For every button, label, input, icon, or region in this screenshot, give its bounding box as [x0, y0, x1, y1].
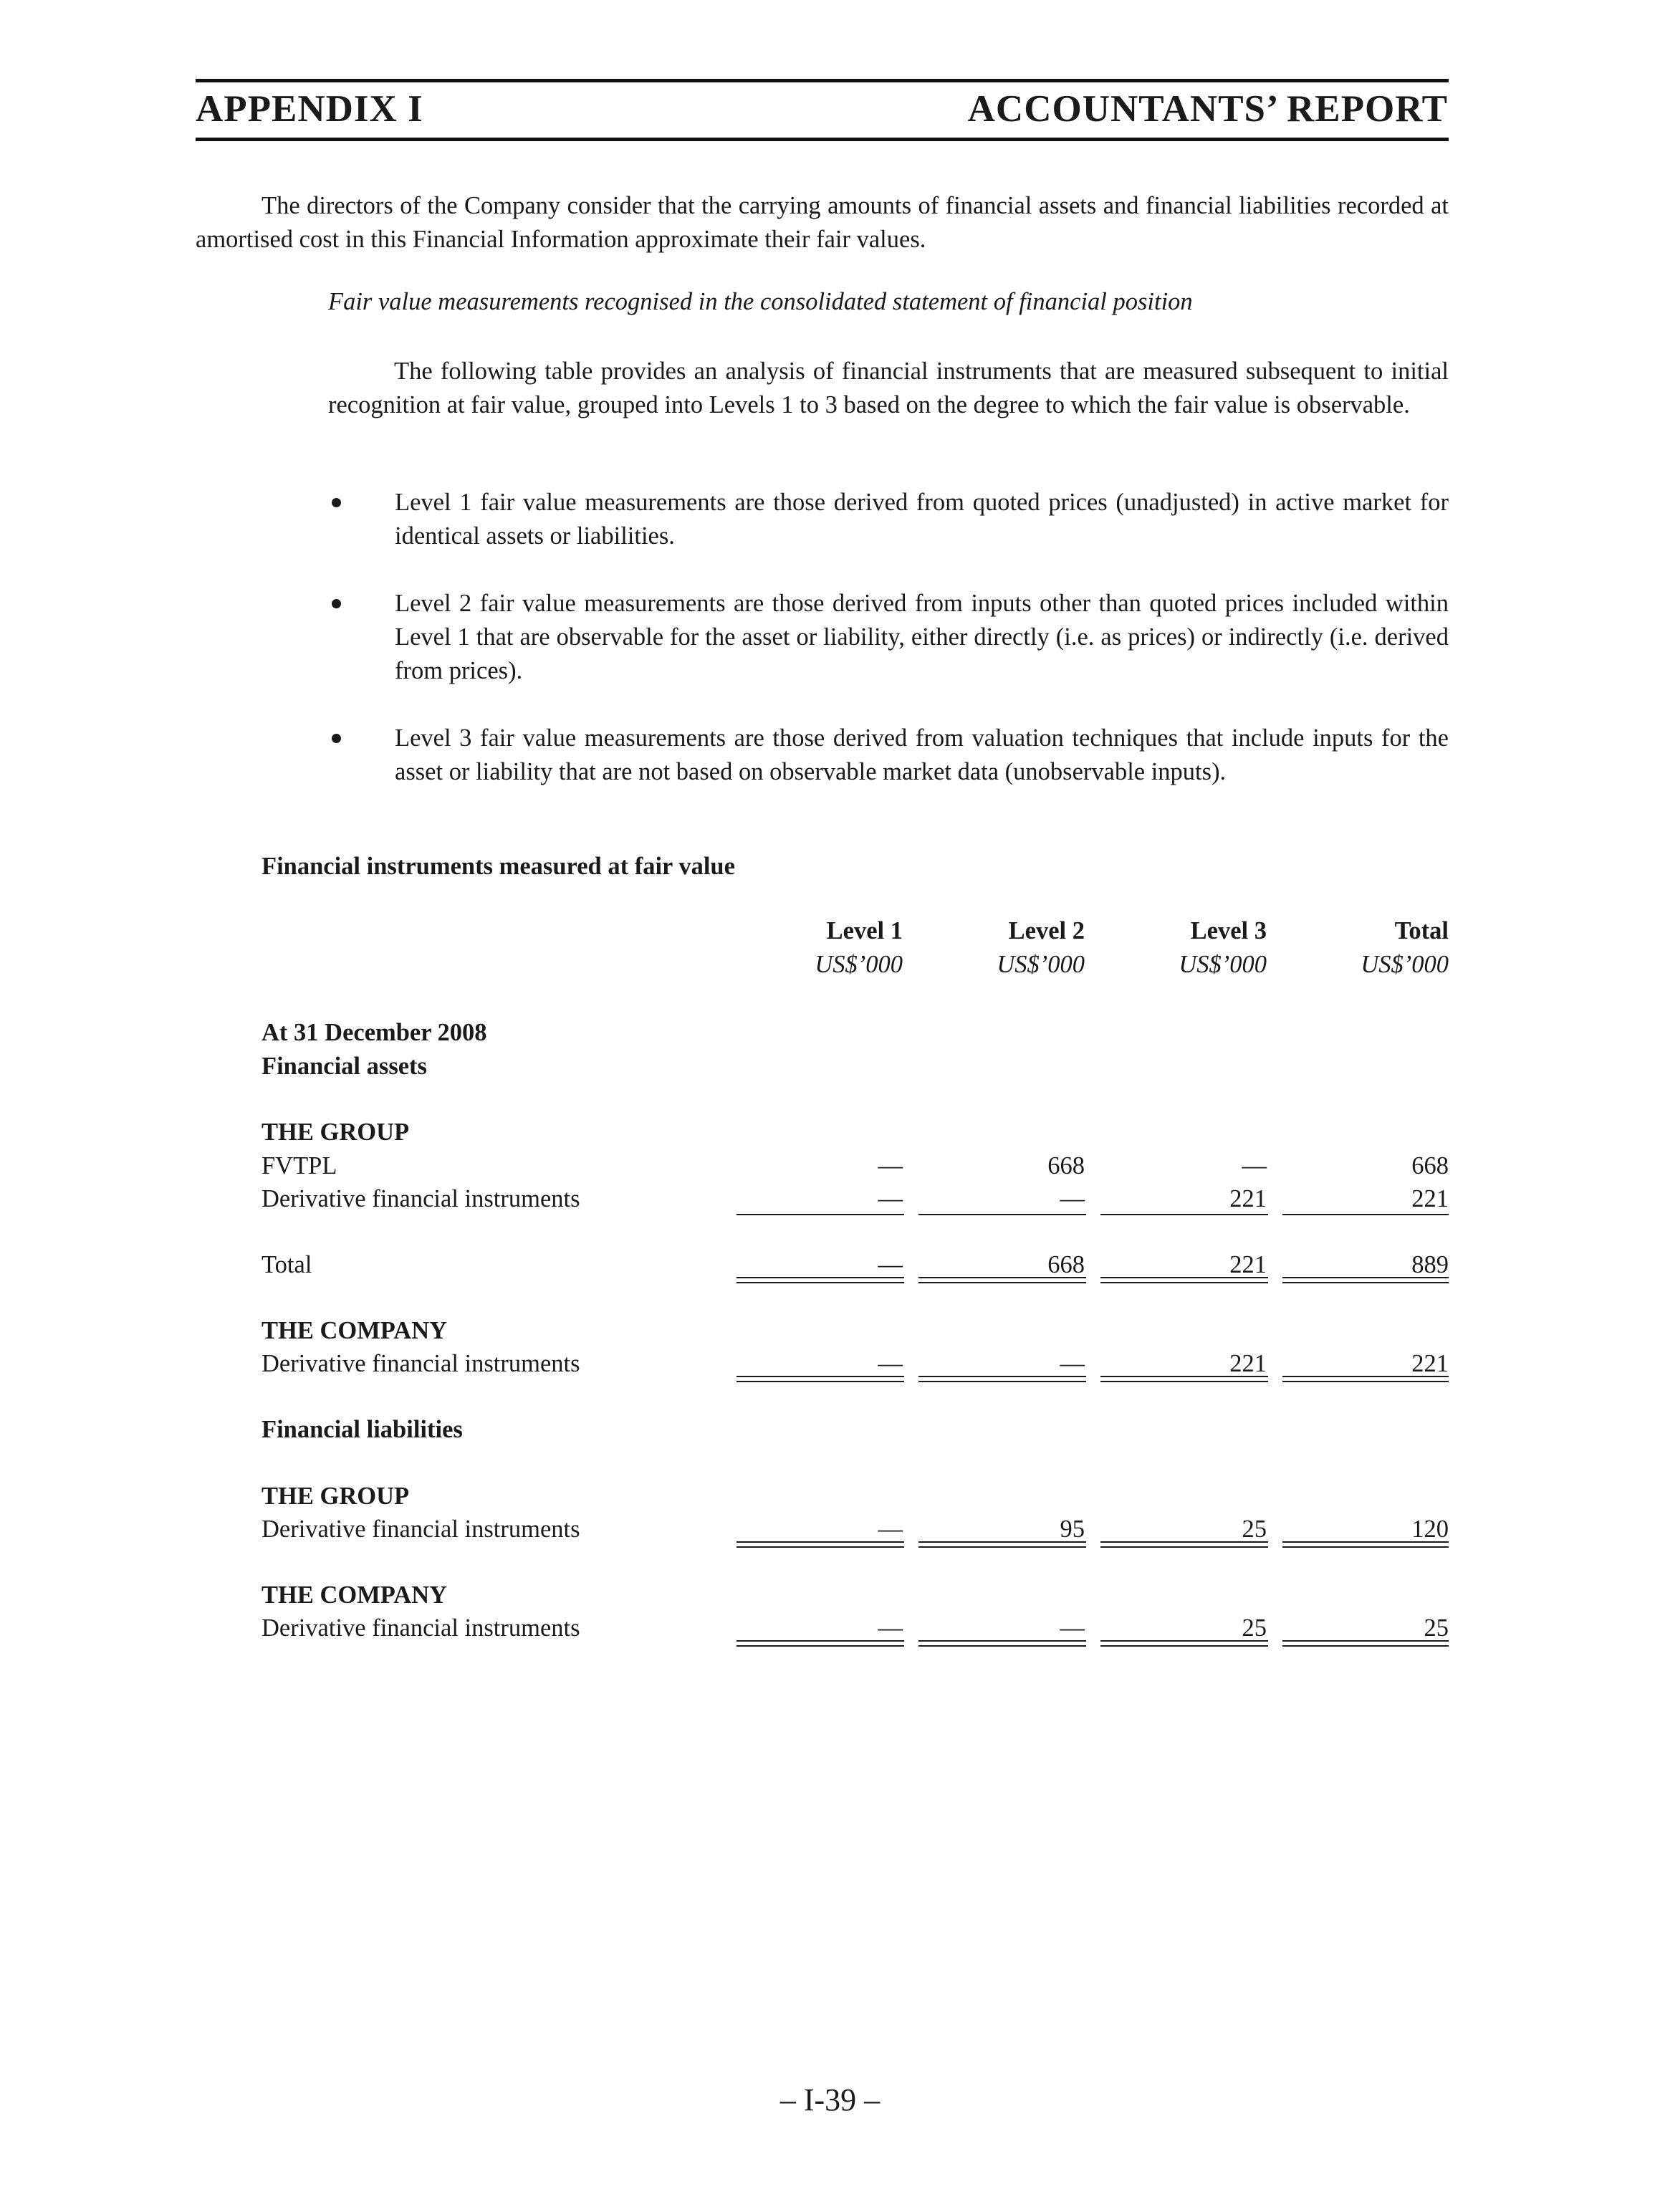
column-header-level-1 — [731, 914, 903, 982]
column-header-level-2 — [913, 914, 1085, 982]
cell-level-2: — — [1060, 1614, 1085, 1642]
page-number: – I-39 – — [779, 2082, 881, 2117]
list-item-text: Level 2 fair value measurements are those derived from inputs other than quoted prices included within Level 1 that are observable for the asset or liability, either directly (i.e. as prices) or indirectly (i.e. derived from prices). — [395, 590, 1449, 684]
cell-level-2: — — [1060, 1350, 1085, 1377]
company-heading: THE COMPANY — [262, 1581, 448, 1609]
total-double-underline — [737, 1376, 904, 1382]
bullet-icon — [332, 599, 341, 608]
financial-liabilities-heading: Financial liabilities — [262, 1416, 463, 1443]
cell-level-1: — — [878, 1251, 903, 1278]
list-item-text: Level 3 fair value measurements are those derived from valuation techniques that include inputs for the asset or liability that are not based on observable market data (unobservable inputs). — [395, 724, 1449, 785]
cell-level-2: 668 — [1047, 1251, 1085, 1278]
total-double-underline — [918, 1277, 1086, 1283]
level-definitions-list — [328, 486, 1449, 823]
total-double-underline — [1100, 1376, 1268, 1382]
column-header-level-3 — [1095, 914, 1267, 982]
column-unit: US$’000 — [1361, 951, 1449, 978]
cell-level-3: 221 — [1229, 1185, 1267, 1212]
list-item — [328, 722, 1449, 789]
column-unit: US$’000 — [815, 951, 903, 978]
total-double-underline — [918, 1541, 1086, 1548]
column-header-total — [1277, 914, 1449, 982]
cell-level-3: 25 — [1242, 1516, 1267, 1543]
cell-total: 120 — [1411, 1516, 1449, 1543]
column-label: Level 2 — [1008, 917, 1085, 944]
bullet-icon — [332, 734, 341, 743]
table-intro-text: The following table provides an analysis of financial instruments that are measured subsequent to initial recognition at fair value, grouped into Levels 1 to 3 based on the degree to which the fair value is observable. — [328, 358, 1449, 418]
intro-paragraph-text: The directors of the Company consider that the carrying amounts of financial assets and financial liabilities recorded at amortised cost in this Financial Information approximate their fair values. — [196, 192, 1449, 253]
total-double-underline — [737, 1640, 904, 1647]
cell-total: 25 — [1424, 1614, 1449, 1642]
cell-level-3: 25 — [1242, 1614, 1267, 1642]
total-double-underline — [1100, 1277, 1268, 1283]
column-unit: US$’000 — [1179, 951, 1267, 978]
fair-value-subheading: Fair value measurements recognised in the consolidated statement of financial position — [328, 288, 1193, 315]
header-top-rule — [196, 79, 1449, 82]
table-intro-paragraph — [328, 355, 1449, 422]
column-label: Level 1 — [826, 917, 903, 944]
cell-level-2: 95 — [1060, 1516, 1085, 1543]
total-double-underline — [1282, 1277, 1449, 1283]
table-title: Financial instruments measured at fair value — [262, 853, 735, 880]
cell-level-2: — — [1060, 1185, 1085, 1212]
appendix-label: APPENDIX I — [196, 88, 423, 130]
intro-paragraph — [196, 189, 1449, 257]
list-item — [328, 486, 1449, 553]
subtotal-underline — [1100, 1214, 1268, 1215]
date-heading: At 31 December 2008 — [262, 1019, 487, 1046]
subtotal-underline — [1282, 1214, 1449, 1215]
header-bottom-rule — [196, 138, 1449, 141]
cell-level-3: 221 — [1229, 1350, 1267, 1377]
total-double-underline — [918, 1376, 1086, 1382]
total-double-underline — [737, 1277, 904, 1283]
column-label: Total — [1394, 917, 1449, 944]
row-label: Derivative financial instruments — [262, 1350, 580, 1377]
row-label: Derivative financial instruments — [262, 1516, 580, 1543]
cell-total: 221 — [1411, 1350, 1449, 1377]
row-label: Derivative financial instruments — [262, 1185, 580, 1212]
financial-assets-heading: Financial assets — [262, 1053, 427, 1080]
cell-level-2: 668 — [1047, 1152, 1085, 1179]
total-double-underline — [1282, 1376, 1449, 1382]
group-heading: THE GROUP — [262, 1119, 410, 1146]
total-double-underline — [1282, 1541, 1449, 1548]
total-double-underline — [918, 1640, 1086, 1647]
list-item — [328, 587, 1449, 688]
total-double-underline — [1100, 1541, 1268, 1548]
cell-level-1: — — [878, 1516, 903, 1543]
list-item-text: Level 1 fair value measurements are those derived from quoted prices (unadjusted) in active market for identical assets or liabilities. — [395, 489, 1449, 550]
total-double-underline — [737, 1541, 904, 1548]
bullet-icon — [332, 498, 341, 507]
report-title: ACCOUNTANTS’ REPORT — [967, 88, 1448, 130]
cell-level-1: — — [878, 1350, 903, 1377]
row-label: Derivative financial instruments — [262, 1614, 580, 1642]
cell-total: 221 — [1411, 1185, 1449, 1212]
column-label: Level 3 — [1190, 917, 1267, 944]
column-unit: US$’000 — [997, 951, 1085, 978]
total-double-underline — [1282, 1640, 1449, 1647]
cell-level-1: — — [878, 1152, 903, 1179]
group-heading: THE GROUP — [262, 1483, 410, 1510]
row-label: FVTPL — [262, 1152, 337, 1179]
cell-level-1: — — [878, 1185, 903, 1212]
cell-level-1: — — [878, 1614, 903, 1642]
cell-total: 668 — [1411, 1152, 1449, 1179]
total-double-underline — [1100, 1640, 1268, 1647]
company-heading: THE COMPANY — [262, 1317, 448, 1344]
cell-level-3: — — [1242, 1152, 1267, 1179]
subtotal-underline — [737, 1214, 904, 1215]
cell-total: 889 — [1411, 1251, 1449, 1278]
row-label: Total — [262, 1251, 312, 1278]
subtotal-underline — [918, 1214, 1086, 1215]
cell-level-3: 221 — [1229, 1251, 1267, 1278]
